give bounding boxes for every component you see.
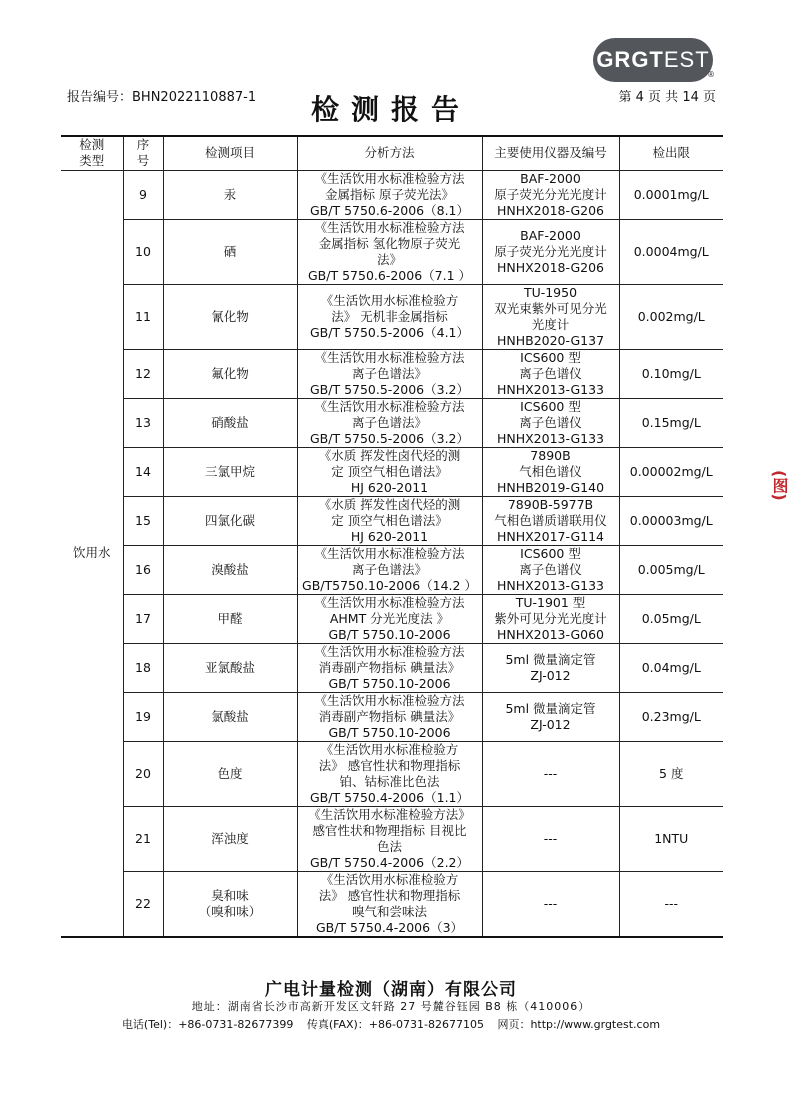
row-item: 浑浊度 <box>163 806 297 871</box>
table-row <box>61 806 723 871</box>
row-instrument: --- <box>482 741 619 806</box>
row-instrument: 5ml 微量滴定管 ZJ-012 <box>482 692 619 741</box>
row-no: 21 <box>123 806 163 871</box>
row-method: 《水质 挥发性卤代烃的测 定 顶空气相色谱法》 HJ 620-2011 <box>297 496 482 545</box>
header-item: 检测项目 <box>163 136 297 170</box>
row-limit: 0.10mg/L <box>619 349 723 398</box>
row-method: 《生活饮用水标准检验方法 离子色谱法》 GB/T5750.10-2006（14.2 ） <box>297 545 482 594</box>
row-instrument: TU-1901 型 紫外可见分光光度计 HNHX2013-G060 <box>482 594 619 643</box>
page-title: 检测报告 <box>310 93 471 126</box>
footer-fax: 传真(FAX)：+86-0731-82677105 <box>306 1018 484 1031</box>
header-instrument: 主要使用仪器及编号 <box>482 136 619 170</box>
row-no: 17 <box>123 594 163 643</box>
row-item: 三氯甲烷 <box>163 447 297 496</box>
row-no: 16 <box>123 545 163 594</box>
row-instrument: --- <box>482 806 619 871</box>
row-limit: 5 度 <box>619 741 723 806</box>
footer-company: 广电计量检测（湖南）有限公司 <box>265 980 517 1000</box>
row-method: 《水质 挥发性卤代烃的测 定 顶空气相色谱法》 HJ 620-2011 <box>297 447 482 496</box>
row-limit: 0.002mg/L <box>619 284 723 349</box>
table-row <box>61 643 723 692</box>
table-row <box>61 219 723 284</box>
row-method: 《生活饮用水标准检验方法 AHMT 分光光度法 》 GB/T 5750.10-2006 <box>297 594 482 643</box>
company-logo: GRGT EST <box>593 38 713 82</box>
row-item: 汞 <box>163 170 297 219</box>
table-row <box>61 398 723 447</box>
row-no: 20 <box>123 741 163 806</box>
row-no: 12 <box>123 349 163 398</box>
row-method: 《生活饮用水标准检验方法 金属指标 氢化物原子荧光 法》 GB/T 5750.6-2006（7.1 ） <box>297 219 482 284</box>
seal-stamp-edge: (图) <box>770 470 789 501</box>
row-instrument: 7890B-5977B 气相色谱质谱联用仪 HNHX2017-G114 <box>482 496 619 545</box>
category-cell: 饮用水 <box>61 170 123 937</box>
row-limit: 0.05mg/L <box>619 594 723 643</box>
row-method: 《生活饮用水标准检验方法 消毒副产物指标 碘量法》 GB/T 5750.10-2006 <box>297 643 482 692</box>
row-instrument: ICS600 型 离子色谱仪 HNHX2013-G133 <box>482 545 619 594</box>
row-limit: 0.005mg/L <box>619 545 723 594</box>
footer-address: 地址：湖南省长沙市高新开发区文轩路 27 号麓谷钰园 B8 栋（410006） <box>191 1000 591 1013</box>
row-instrument: BAF-2000 原子荧光分光光度计 HNHX2018-G206 <box>482 219 619 284</box>
row-limit: 0.15mg/L <box>619 398 723 447</box>
page-counter: 第 4 页 共 14 页 <box>618 90 716 105</box>
table-row <box>61 741 723 806</box>
row-item: 臭和味 （嗅和味） <box>163 871 297 937</box>
row-item: 甲醛 <box>163 594 297 643</box>
row-no: 15 <box>123 496 163 545</box>
footer-web[interactable]: 网页：http://www.grgtest.com <box>497 1018 661 1031</box>
row-limit: 0.00002mg/L <box>619 447 723 496</box>
row-method: 《生活饮用水标准检验方 法》 无机非金属指标 GB/T 5750.5-2006（4.1） <box>297 284 482 349</box>
row-no: 13 <box>123 398 163 447</box>
table-row <box>61 692 723 741</box>
row-instrument: 5ml 微量滴定管 ZJ-012 <box>482 643 619 692</box>
row-item: 色度 <box>163 741 297 806</box>
row-no: 18 <box>123 643 163 692</box>
row-no: 9 <box>123 170 163 219</box>
header-category: 检测 类型 <box>61 136 123 170</box>
table-row <box>61 447 723 496</box>
row-method: 《生活饮用水标准检验方法 金属指标 原子荧光法》 GB/T 5750.6-2006（8.1） <box>297 170 482 219</box>
row-no: 14 <box>123 447 163 496</box>
row-limit: 1NTU <box>619 806 723 871</box>
row-item: 硒 <box>163 219 297 284</box>
footer-tel: 电话(Tel)：+86-0731-82677399 <box>121 1018 294 1031</box>
row-instrument: 7890B 气相色谱仪 HNHB2019-G140 <box>482 447 619 496</box>
table-header-row <box>61 136 723 170</box>
row-method: 《生活饮用水标准检验方 法》 感官性状和物理指标 嗅气和尝味法 GB/T 5750.4-2006（3） <box>297 871 482 937</box>
row-no: 10 <box>123 219 163 284</box>
header-method: 分析方法 <box>297 136 482 170</box>
row-instrument: ICS600 型 离子色谱仪 HNHX2013-G133 <box>482 398 619 447</box>
row-method: 《生活饮用水标准检验方法 消毒副产物指标 碘量法》 GB/T 5750.10-2006 <box>297 692 482 741</box>
row-limit: 0.0001mg/L <box>619 170 723 219</box>
table-row <box>61 284 723 349</box>
row-limit: 0.0004mg/L <box>619 219 723 284</box>
row-no: 22 <box>123 871 163 937</box>
row-method: 《生活饮用水标准检验方 法》 感官性状和物理指标 铂、钴标准比色法 GB/T 5750.4-2006（1.1） <box>297 741 482 806</box>
table-row <box>61 594 723 643</box>
row-method: 《生活饮用水标准检验方法 离子色谱法》 GB/T 5750.5-2006（3.2） <box>297 398 482 447</box>
row-item: 四氯化碳 <box>163 496 297 545</box>
row-item: 溴酸盐 <box>163 545 297 594</box>
table-row <box>61 170 723 219</box>
row-item: 氰化物 <box>163 284 297 349</box>
row-method: 《生活饮用水标准检验方法 离子色谱法》 GB/T 5750.5-2006（3.2） <box>297 349 482 398</box>
row-instrument: BAF-2000 原子荧光分光光度计 HNHX2018-G206 <box>482 170 619 219</box>
row-instrument: ICS600 型 离子色谱仪 HNHX2013-G133 <box>482 349 619 398</box>
row-item: 氟化物 <box>163 349 297 398</box>
row-method: 《生活饮用水标准检验方法》 感官性状和物理指标 目视比 色法 GB/T 5750.4-2006（2.2） <box>297 806 482 871</box>
table-row <box>61 349 723 398</box>
registered-mark: ® <box>707 70 715 79</box>
row-no: 11 <box>123 284 163 349</box>
row-instrument: TU-1950 双光束紫外可见分光 光度计 HNHB2020-G137 <box>482 284 619 349</box>
footer-contact <box>0 1016 782 1032</box>
row-no: 19 <box>123 692 163 741</box>
header-limit: 检出限 <box>619 136 723 170</box>
row-limit: 0.23mg/L <box>619 692 723 741</box>
table-row <box>61 871 723 937</box>
table-body <box>61 170 723 937</box>
row-item: 硝酸盐 <box>163 398 297 447</box>
row-limit: --- <box>619 871 723 937</box>
table-row <box>61 496 723 545</box>
row-limit: 0.04mg/L <box>619 643 723 692</box>
row-item: 氯酸盐 <box>163 692 297 741</box>
results-table <box>61 135 723 938</box>
row-limit: 0.00003mg/L <box>619 496 723 545</box>
report-number: 报告编号：BHN2022110887-1 <box>67 90 257 105</box>
row-item: 亚氯酸盐 <box>163 643 297 692</box>
table-row <box>61 545 723 594</box>
header-no: 序 号 <box>123 136 163 170</box>
row-instrument: --- <box>482 871 619 937</box>
